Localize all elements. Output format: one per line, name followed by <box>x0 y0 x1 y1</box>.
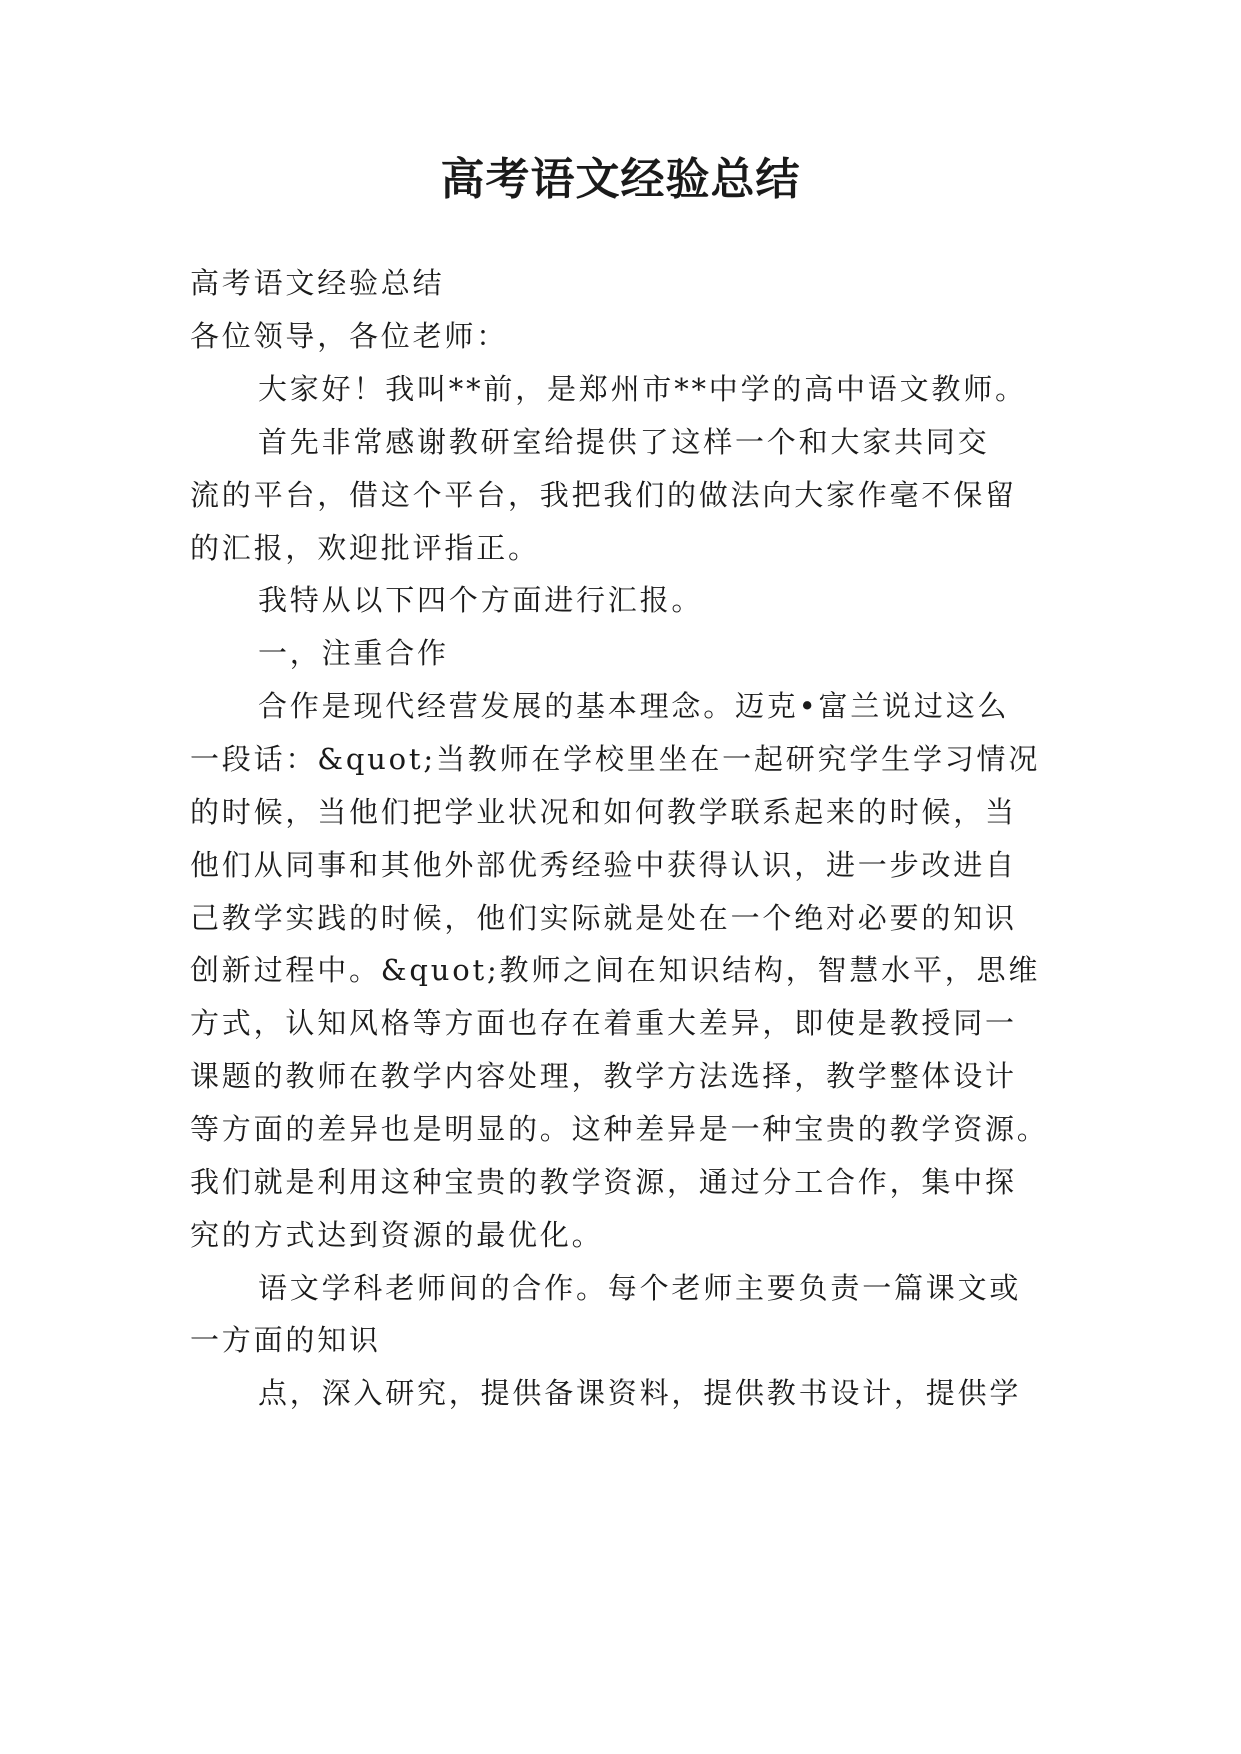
paragraph-line: 方式，认知风格等方面也存在着重大差异，即使是教授同一 <box>190 1006 1017 1040</box>
paragraph-line: 己教学实践的时候，他们实际就是处在一个绝对必要的知识 <box>190 901 1017 935</box>
paragraph-line: 点，深入研究，提供备课资料，提供教书设计，提供学 <box>258 1376 1022 1410</box>
paragraph-line: 课题的教师在教学内容处理，教学方法选择，教学整体设计 <box>190 1059 1017 1093</box>
paragraph-line: 究的方式达到资源的最优化。 <box>190 1218 604 1252</box>
paragraph-line: 一方面的知识 <box>190 1323 381 1357</box>
subtitle-line: 高考语文经验总结 <box>190 266 445 300</box>
paragraph-line: 的汇报，欢迎批评指正。 <box>190 531 540 565</box>
paragraph-line: 大家好！我叫**前，是郑州市**中学的高中语文教师。 <box>258 372 1027 406</box>
salutation-line: 各位领导，各位老师： <box>190 319 509 353</box>
paragraph-line: 合作是现代经营发展的基本理念。迈克•富兰说过这么 <box>258 689 1010 723</box>
paragraph-line: 一段话：&quot;当教师在学校里坐在一起研究学生学习情况 <box>190 742 1041 776</box>
section-heading: 一，注重合作 <box>258 636 449 670</box>
paragraph-line: 创新过程中。&quot;教师之间在知识结构，智慧水平，思维 <box>190 953 1041 987</box>
document-title: 高考语文经验总结 <box>440 154 801 205</box>
paragraph-line: 他们从同事和其他外部优秀经验中获得认识，进一步改进自 <box>190 848 1017 882</box>
paragraph-line: 等方面的差异也是明显的。这种差异是一种宝贵的教学资源。 <box>190 1112 1049 1146</box>
paragraph-line: 我们就是利用这种宝贵的教学资源，通过分工合作，集中探 <box>190 1165 1017 1199</box>
paragraph-line: 我特从以下四个方面进行汇报。 <box>258 583 704 617</box>
paragraph-line: 的时候，当他们把学业状况和如何教学联系起来的时候，当 <box>190 795 1017 829</box>
paragraph-line: 语文学科老师间的合作。每个老师主要负责一篇课文或 <box>258 1271 1022 1305</box>
paragraph-line: 首先非常感谢教研室给提供了这样一个和大家共同交 <box>258 425 990 459</box>
paragraph-line: 流的平台，借这个平台，我把我们的做法向大家作毫不保留 <box>190 478 1017 512</box>
